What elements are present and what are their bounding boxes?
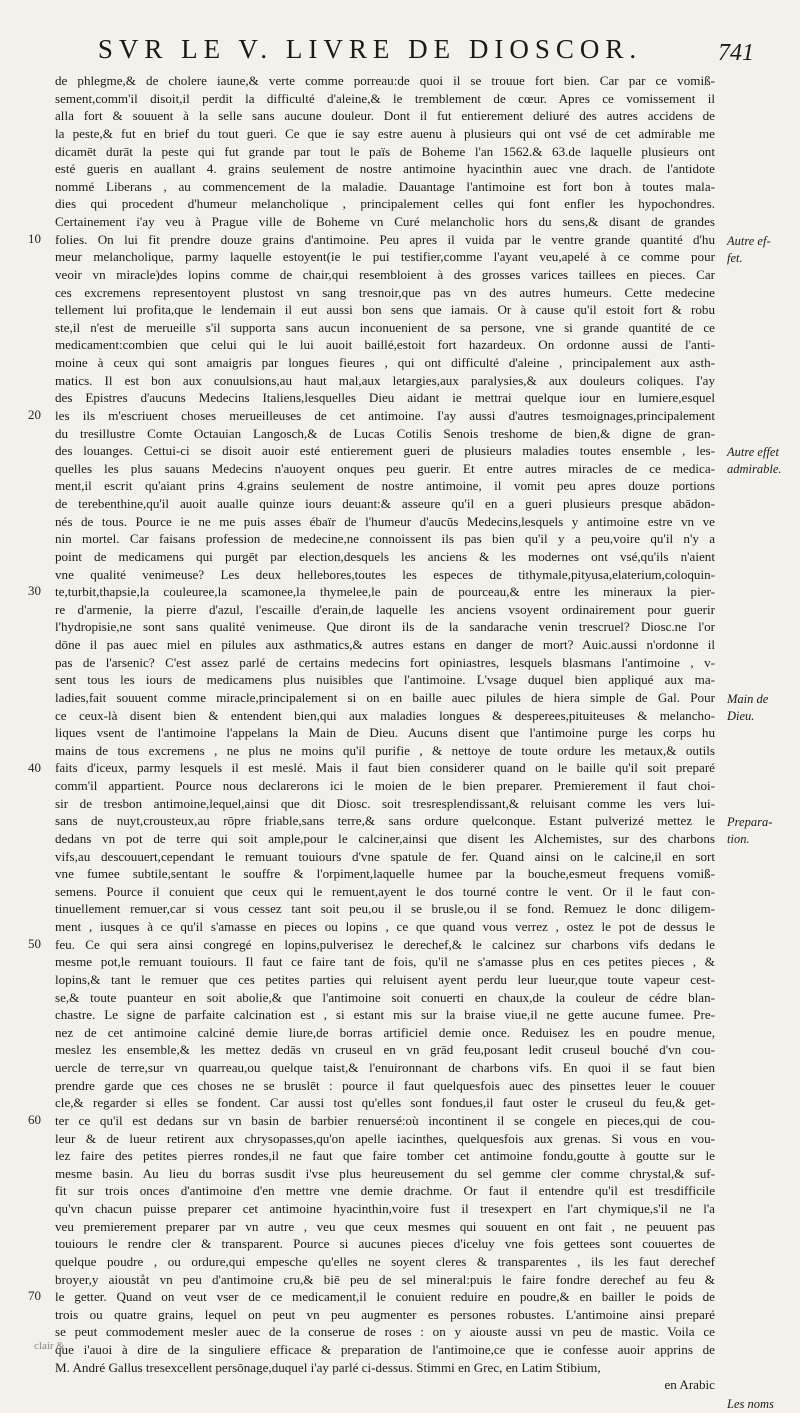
- text-line: ter ce qu'il est dedans sur vn basin de barbier renuersé:où incontinent il se congele en pieces,qui de cou-: [55, 1112, 715, 1128]
- text-line: qu'vn chacun puisse preparer cet antimoine hyacinthin,voire fust il tresexpert en l'art chymique,s'il ne l'a: [55, 1201, 715, 1216]
- text-line: liques vsent de l'antimoine l'appelans la Main de Dieu. Aucuns disent que l'antimoine purge les corps hu: [55, 725, 715, 741]
- text-line: tinuellement remuer,car si vous cessez tant soit peu,ou il se brusle,ou il se fond. Remuez le donc diligem-: [55, 901, 715, 917]
- text-line: trois ou quatre grains, lequel on peut vn peu augmenter es persones robustes. L'antimoine ainsi preparé: [55, 1306, 715, 1322]
- text-line: faits d'iceux, parmy lesquels il est meslé. Mais il faut bien considerer quand on le baille qu'il soit preparé: [55, 760, 715, 776]
- text-line: meslez les ensemble,& les mettez dedās vn cruseul en vn grād feu,posant ledit cruseul bouché d'vn cou-: [55, 1042, 715, 1058]
- text-line: le getter. Quand on veut vser de ce medicament,il le conuient reduire en poudre,& en bailler le poids de: [55, 1289, 715, 1305]
- text-line: pas de l'arsenic? C'est assez parlé de certains medecins fort opiniastres, lesquels blasmans l'antimoine , v-: [55, 654, 715, 670]
- text-line: des Epistres d'aucuns Medecins Italiens,lesquelles Dieu aidant ie mettrai quelque iour en lumiere,esquel: [55, 390, 715, 406]
- line-number: 60: [28, 1112, 41, 1128]
- bleed-through-text: clair &: [34, 1340, 65, 1352]
- text-line: de terebenthine,qu'il auoit aualle quinze iours deuant:& asseure qu'il en a gueri plusieurs presque abādon-: [55, 496, 715, 511]
- text-line: touiours le rendre cler & transparent. Pource si aucunes pieces d'iceluy vne fois gettees sont couuertes de: [55, 1236, 715, 1252]
- margin-note: Prepara- tion.: [727, 815, 773, 847]
- margin-note: Main de Dieu.: [727, 692, 769, 724]
- text-line: vifs,au descouuert,cependant le remuant touiours d'vne spatule de fer. Quand ainsi on le calcine,il en sort: [55, 848, 715, 864]
- line-number: 20: [28, 406, 41, 422]
- text-line: prendre garde que ces choses ne se bruslēt : pource il faut quelquesfois auec des pinsettes leuer le couuer: [55, 1077, 715, 1093]
- text-line: les ils m'escriuent choses merueilleuses de cet antimoine. I'ay aussi d'autres tesmoignages,principalement: [55, 407, 715, 423]
- text-line: dicamēt durāt la peste qui fut grande par tout le païs de Boheme l'an 1562.& 63.de laquelle plusieurs ont: [55, 143, 715, 159]
- text-line: des louanges. Cettui-ci se disoit auoir esté entierement gueri de plusieurs maladies toutes ensemble , les-: [55, 443, 715, 459]
- text-line: broyer,y aiouståt vn peu d'antimoine cru,& biē peu de sel mineral:puis le faire fondre derechef au feu &: [55, 1271, 715, 1287]
- text-line: uercle de terre,sur vn quarreau,ou quelque taist,& l'enuironnant de charbons vifs. En quoi il se faut bien: [55, 1060, 715, 1075]
- text-line: nommé Liberans , au commencement de la maladie. Dauantage l'antimoine est fort bon à toutes mala-: [55, 178, 715, 194]
- text-line: point de medicamens qui purgēt par election,desquels les anciens & les modernes ont vsé,qu'ils n'aient: [55, 548, 715, 564]
- running-header: SVR LE V. LIVRE DE DIOSCOR.: [97, 34, 643, 64]
- text-line: se peut commodement mesler auec de la conserue de roses : on y aiouste aussi vn peu de mastic. Voila ce: [55, 1324, 715, 1340]
- body-text: [55, 72, 715, 1394]
- text-line: re d'armenie, la pierre d'azul, l'escaille d'erain,de laquelle les anciens vsoyent ordinairement pour guerir: [55, 601, 715, 617]
- text-line: mains de tous excremens , ne plus ne moins qu'il purifie , & nettoye de toute ordure les metaux,& outils: [55, 742, 715, 758]
- text-line: ce ceux-là disent bien & entendent bien,qui aux maladies longues & desperees,pituiteuses & melancho-: [55, 707, 715, 723]
- text-line: te,turbit,thapsie,la couleuree,la scamonee,la thymelee,le pain de pourceau,& entre les mineraux la pier-: [55, 584, 715, 600]
- text-line: dedans vn pot de terre qui soit ample,pour le calciner,ainsi que disent les Alchemistes, sur des charbons: [55, 830, 715, 846]
- text-line: nez de cet antimoine calciné demie liure,de borras artificiel demie once. Reduisez les en poudre menue,: [55, 1024, 715, 1040]
- text-line: mesme pot,le remuant touiours. Il faut ce faire tant de fois, qu'il ne s'amasse plus en ces petites pieces , &: [55, 954, 715, 970]
- text-line: ment,il escrit qu'aiant prins 4.grains seulement de nostre antimoine, il vomit peu apres douze portions: [55, 478, 715, 494]
- text-line: la peste,& fut en brief du tout gueri. Ce que ie say estre auenu à plusieurs qui ont vsé de cet admirable me: [55, 125, 715, 141]
- margin-note: Autre effet admirable.: [727, 445, 782, 477]
- text-line: meur melancholique, parmy laquelle estoyent(ie le pui testifier,comme l'ayant veu,apelé à ce comme pour: [55, 249, 715, 265]
- margin-note: Autre ef- fet.: [727, 233, 771, 265]
- text-line: sans de nuyt,crousteux,au rōpre friable,sans terre,& sans ordure quelconque. Estant pulverizé mettez le: [55, 813, 715, 829]
- text-line: matics. Il est bon aux conuulsions,au haut mal,aux letargies,aux paralysies,& aux douleurs coliques. I'ay: [55, 372, 715, 388]
- text-line: comm'il appartient. Pource nous declarerons ici le moien de le bien preparer. Premierement il faut choi-: [55, 778, 715, 793]
- line-number: 10: [28, 230, 41, 246]
- line-number: 30: [28, 583, 41, 599]
- text-line: mesme basin. Au lieu du borras susdit i'vse plus heureusement du sel gemme cler comme chrystal,& suf-: [55, 1165, 715, 1181]
- text-line: quelque poudre , ou ordure,qui empesche qu'elles ne soyent cleres & transparentes , ils les faut derechef: [55, 1253, 715, 1269]
- text-line: feu. Ce qui sera ainsi congregé en lopins,pulverisez le derechef,& le calcinez sur charbons vifs dedans le: [55, 936, 715, 952]
- text-line: fit sur trois onces d'antimoine d'en mettre vne demie drachme. Or faut il entendre qu'il est tresdifficile: [55, 1183, 715, 1199]
- text-line: esté gueris en auallant 4. grains seulement de nostre antimoine hyacinthin auec vne drach. de l'antidote: [55, 161, 715, 177]
- text-line: se,& toute puanteur en soit abolie,& que l'antimoine soit conuerti en chaux,de la couleur de cédre blan-: [55, 989, 715, 1005]
- text-line: lopins,& tant le remuer que ces petites parties qui reluisent ayent perdu leur lueur,que toute vapeur cest-: [55, 971, 715, 987]
- page-number: 741: [718, 40, 754, 66]
- text-line: l'hydropisie,ne sont sans qualité venimeuse. Que diront ils de la sandarache venin trescruel? Diosc.ne l'or: [55, 619, 715, 635]
- text-line: ces excremens representoyent plustost vn sang tresnoir,que pas vn des autres humeurs. Cette medecine: [55, 284, 715, 300]
- text-line: vne qualité venimeuse? Les deux hellebores,toutes les especes de tithymale,pityusa,elaterium,coloquin-: [55, 566, 715, 582]
- text-line: quelles les plus sauans Medecins n'auoyent onques peu guerir. Et entre autres miracles de ce medica-: [55, 460, 715, 476]
- text-line: sement,comm'il disoit,il perdit la difficulté d'aleine,& le tremblement de cœur. Apres ce vomissement il: [55, 90, 715, 106]
- text-line: dies qui procedent d'humeur melancholique , principalement celles qui font enfler les hypochondres.: [55, 196, 715, 212]
- text-line: que i'auoi à dire de la singuliere efficace & preparation de l'antimoine,ce que ie confesse auoir apprins de: [55, 1342, 715, 1357]
- line-number: 40: [28, 759, 41, 775]
- text-line: semens. Pource il conuient que ceux qui le remuent,ayent le dos tourné contre le vent. Or il le faut con-: [55, 883, 715, 899]
- text-line: nés de tous. Pource ie ne me puis asses ébaïr de l'humeur d'aucūs Medecins,lesquels y antimoine estre vn ve: [55, 513, 715, 529]
- text-line: du tresillustre Comte Octauian Langosch,& de Lucas Cotilis Senois treshome de bien,& digne de gran-: [55, 425, 715, 441]
- text-line: leur & de lueur retirent aux chrysopasses,qu'on apelle iacinthes, quelquesfois aux grenas. Si vous en vou-: [55, 1130, 715, 1146]
- text-line: alla fort & souuent à la selle sans aucune douleur. Dont il fut entierement deliuré des autres accidens de: [55, 108, 715, 124]
- margin-note: Les noms: [727, 1397, 774, 1412]
- text-line: ste,il n'est de merueille s'il supporta sans aucun inconuenient de sa persone, vne si grande quantité de ce: [55, 319, 715, 335]
- text-line: Certainement i'ay veu à Prague ville de Boheme vn Curé melancholic hors du sens,& disant de grandes: [55, 214, 715, 229]
- line-number: 50: [28, 935, 41, 951]
- text-line: M. André Gallus tresexcellent persōnage,duquel i'ay parlé ci-dessus. Stimmi en Grec, en Latim Stibium,: [55, 1359, 601, 1375]
- text-line: vne fumee subtile,sentant le souffre & l'orpiment,laquelle humee par la bouche,esmeut frequens vomiß-: [55, 866, 715, 882]
- text-line: en Arabic: [664, 1377, 715, 1393]
- text-line: veoir vn miracle)des lopins comme de chair,qui resembloient à des grosses varices taillees en pieces. Car: [55, 266, 715, 282]
- text-line: de phlegme,& de cholere iaune,& verte comme porreau:de quoi il se trouue fort bien. Car par ce vomiß-: [55, 73, 715, 88]
- text-line: veu premierement preparer par vn autre , veu que ceux mesmes qui souuent en ont fait , ne peuuent pas: [55, 1218, 715, 1234]
- text-line: sir de tresbon antimoine,lequel,ainsi que dit Diosc. soit tresresplendissant,& reluisant comme les vers lui-: [55, 795, 715, 811]
- text-line: sent tous les iours de medicamens plus nuisibles que l'antimoine. L'vsage duquel bien appliqué aux ma-: [55, 672, 715, 688]
- text-line: dōne il pas auec miel en pilules aux asthmatics,& autres estans en danger de mort? Auic.aussi n'ordonne il: [55, 637, 715, 652]
- text-line: ladies,fait souuent comme miracle,principalement si on en baille auec pilules de hiera simple de Gal. Pour: [55, 689, 715, 705]
- text-line: folies. On lui fit prendre douze grains d'antimoine. Peu apres il vuida par le ventre grande quantité d'hu: [55, 231, 715, 247]
- text-line: lez faire des petites pierres rondes,il ne faut que faire tomber cet antimoine fondu,goutte à goutte sur le: [55, 1148, 715, 1164]
- line-number: 70: [28, 1288, 41, 1304]
- text-line: moine à ceux qui sont amaigris par longues fieures , qui ont difficulté d'aleine , principalement aux asth-: [55, 355, 715, 370]
- text-line: tellement lui profita,que le lendemain il eut aussi bon sens que iamais. Or à cause qu'il estoit fort & robu: [55, 302, 715, 318]
- text-line: ment , iusques à ce qu'il s'amasse en pieces ou lopins , ce que quand vous verrez , ostez le pot de dessus le: [55, 919, 715, 934]
- text-line: cle,& regarder si elles se fondent. Car aussi tost qu'elles sont fondues,il faut oster le cruseul du feu,& get-: [55, 1095, 715, 1111]
- text-line: nin mortel. Car faisans profession de medecine,ne connoissent ils pas bien qu'il y a peu,voire qu'il n'y a: [55, 531, 715, 547]
- text-line: medicament:combien que celui qui le lui auoit baillé,estoit fort hazardeux. On ordonne aussi de l'anti-: [55, 337, 715, 353]
- text-line: chastre. Le signe de parfaite calcination est , si estant mis sur la braise viue,il ne gette aucune fumee. Pre-: [55, 1007, 715, 1023]
